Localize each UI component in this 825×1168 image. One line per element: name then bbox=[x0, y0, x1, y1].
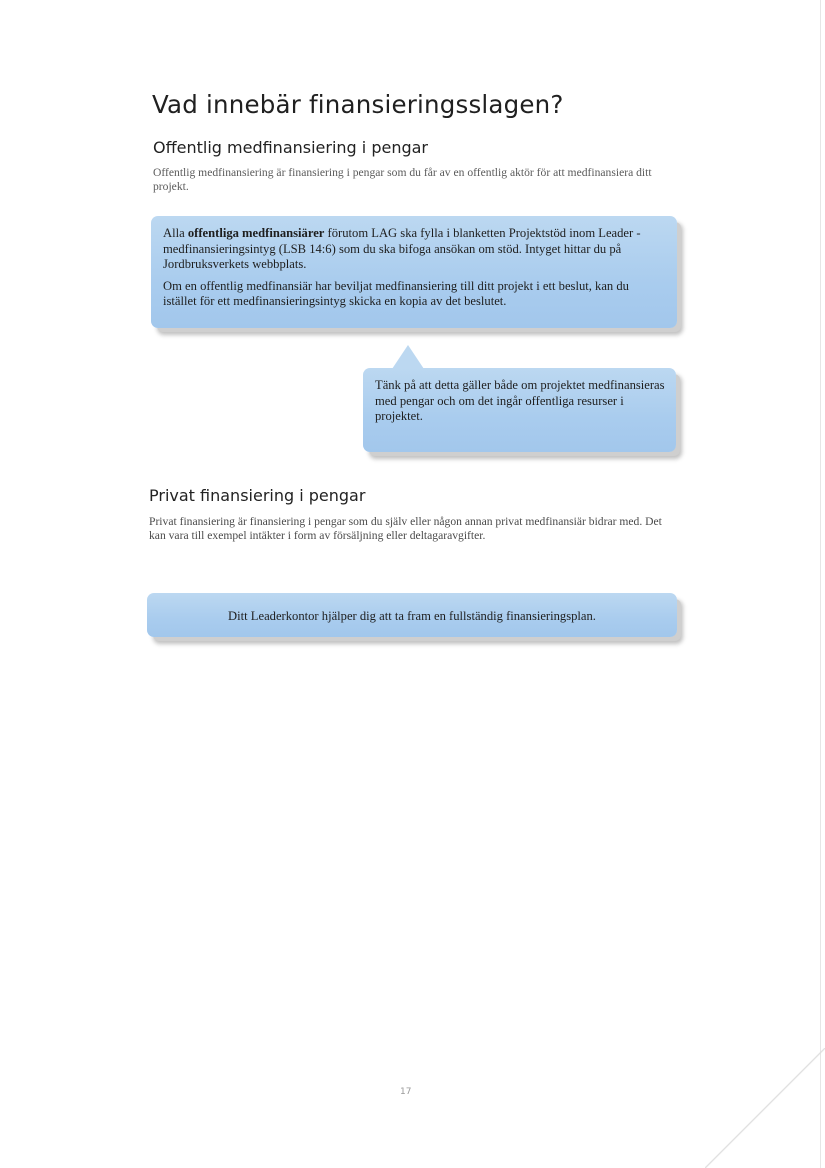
info-box-paragraph-1 bbox=[163, 226, 663, 273]
page-edge bbox=[820, 0, 821, 1168]
info-box-prefix: Alla bbox=[163, 226, 188, 240]
page-corner-fold bbox=[705, 1048, 825, 1168]
section-body-offentlig: Offentlig medfinansiering är finansiering i pengar som du får av en offentlig aktör för att medfinansiera ditt projekt. bbox=[153, 166, 652, 193]
tip-box-text: Tänk på att detta gäller både om projektet medfinansieras med pengar och om det ingår offentliga resurser i projektet. bbox=[375, 378, 665, 423]
section-body-privat: Privat finansiering är finansiering i pengar som du själv eller någon annan privat medfinansiär bidrar med. Det kan vara till exempel intäkter i form av försäljning eller deltagaravgifter. bbox=[149, 515, 662, 542]
info-box-bold-term: offentliga medfinansiärer bbox=[187, 226, 325, 240]
page-number: 17 bbox=[400, 1087, 412, 1097]
tip-box bbox=[363, 368, 676, 452]
footer-box-text: Ditt Leaderkontor hjälper dig att ta fram en fullständig finansieringsplan. bbox=[228, 609, 596, 623]
section-title-offentlig: Offentlig medfinansiering i pengar bbox=[153, 138, 428, 157]
info-box-medfinansiarer bbox=[151, 216, 677, 328]
section-title-privat: Privat finansiering i pengar bbox=[149, 486, 366, 505]
footer-box bbox=[147, 593, 677, 637]
tip-box-pointer bbox=[392, 345, 424, 369]
info-box-paragraph-2: Om en offentlig medfinansiär har beviljat medfinansiering till ditt projekt i ett beslut, kan du istället för ett medfinansieringsintyg skicka en kopia av det beslutet. bbox=[163, 278, 629, 308]
info-box-rest: förutom LAG ska fylla i blanketten Projektstöd inom Leader - medfinansieringsintyg (LSB 14:6) som du ska bifoga ansökan om stöd. Intyget hittar du på Jordbruksverkets webbplats. bbox=[163, 226, 641, 271]
page-title: Vad innebär finansieringsslagen? bbox=[152, 90, 564, 119]
